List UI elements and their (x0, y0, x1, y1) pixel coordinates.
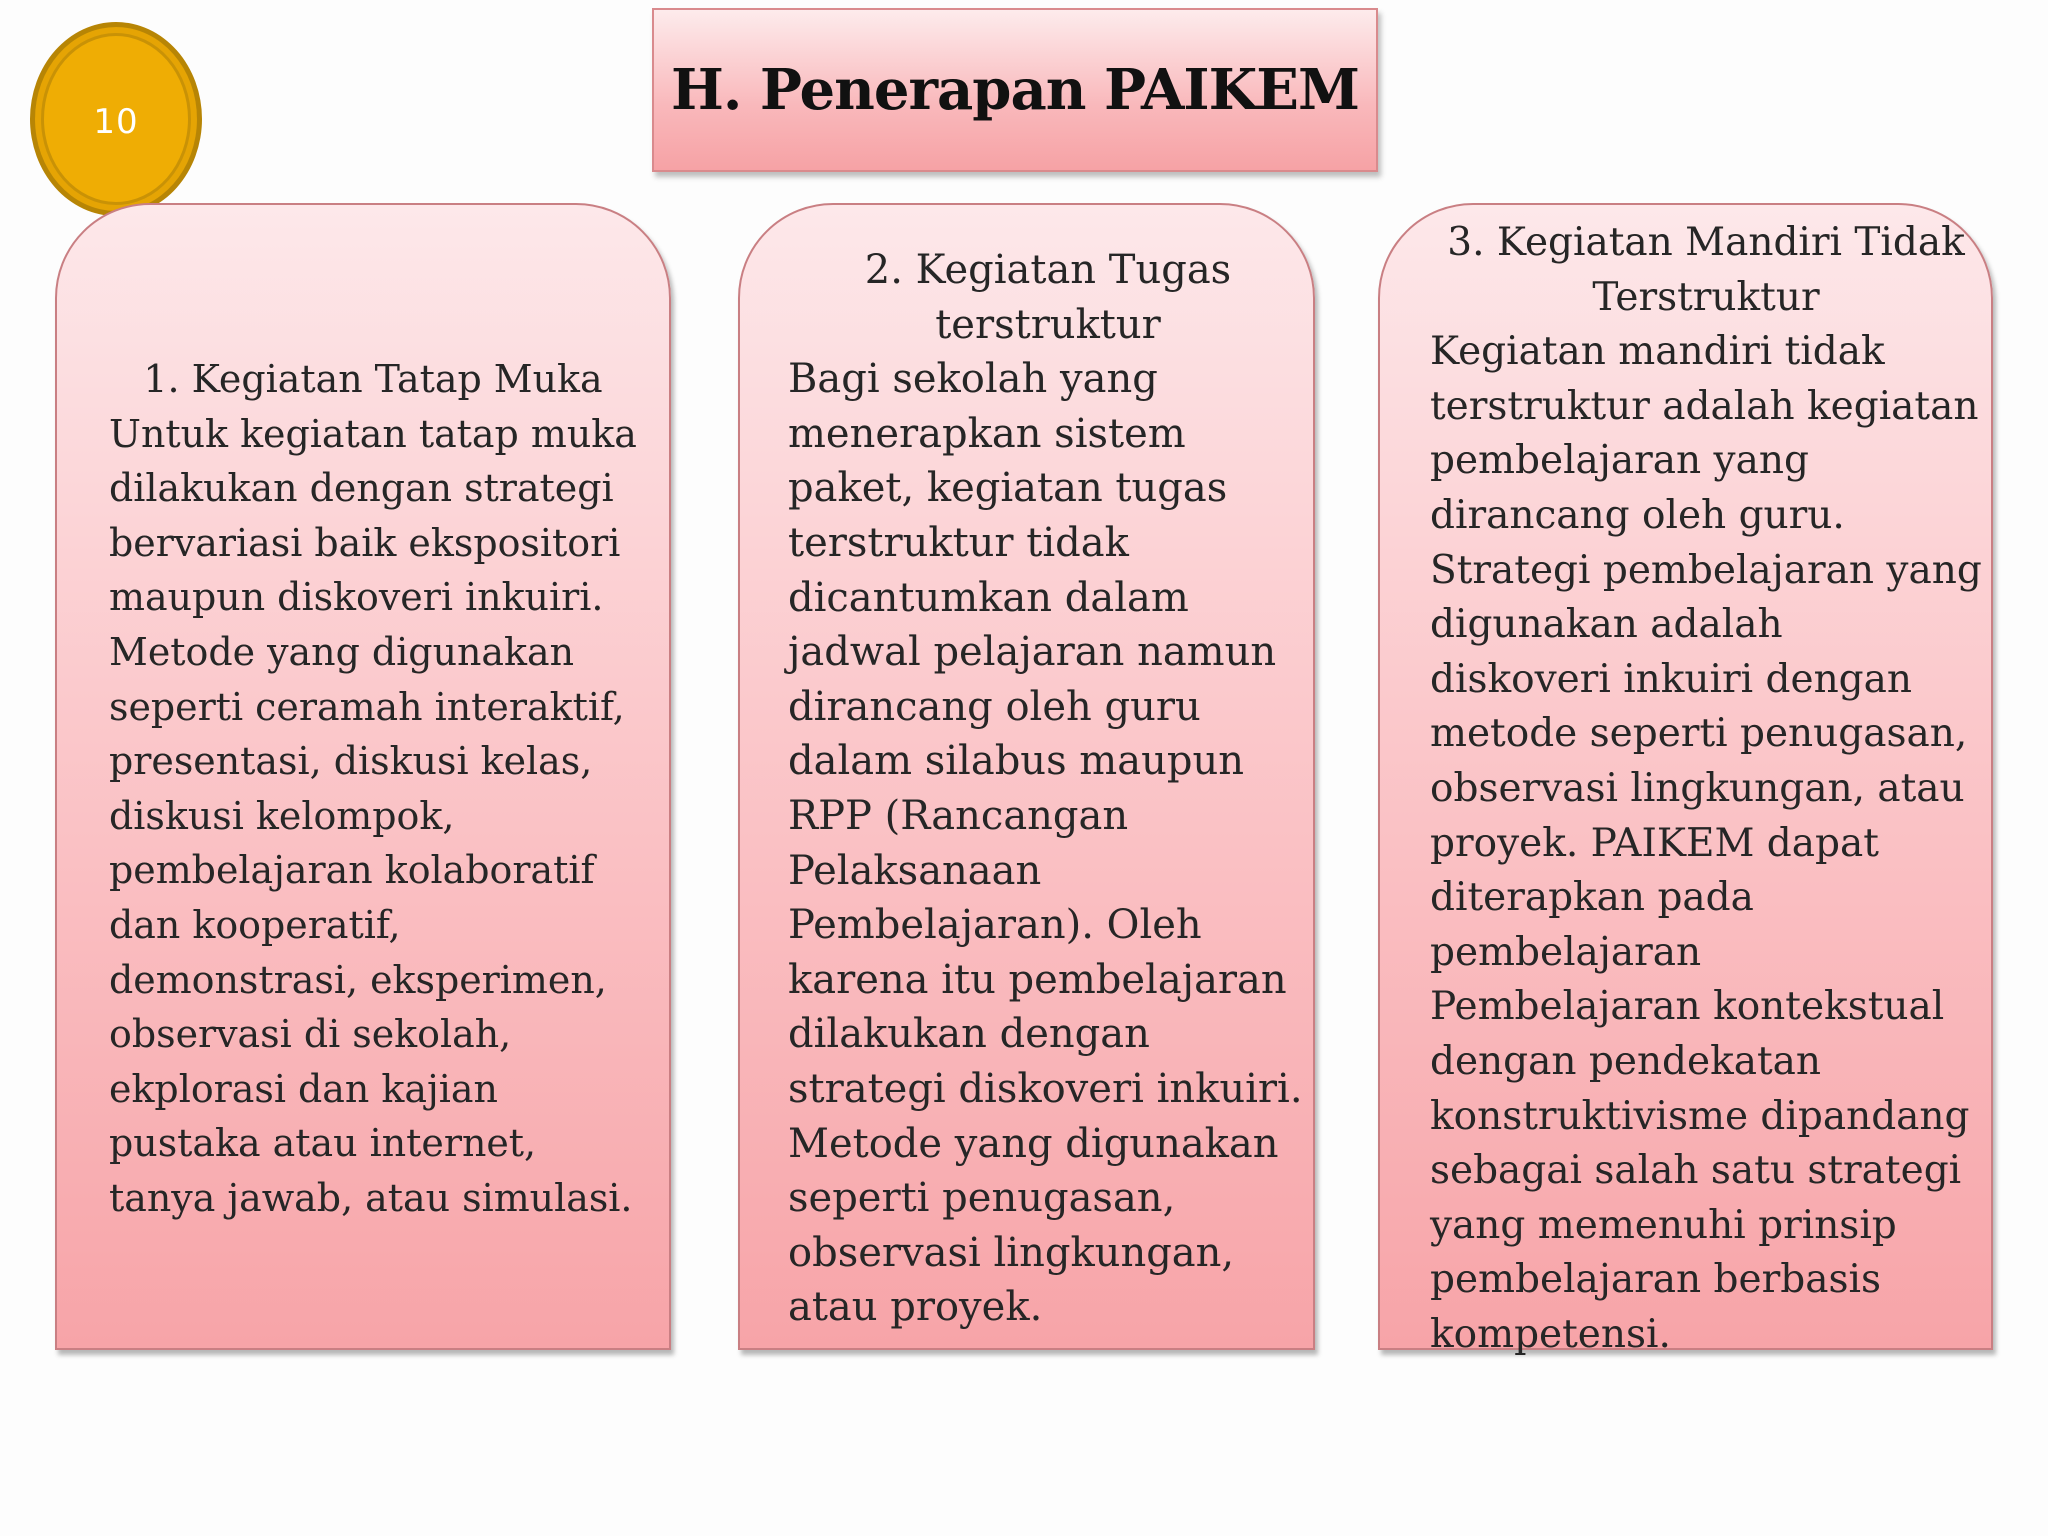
card-text (1430, 216, 1982, 1362)
card-body-line: karena itu pembelajaran (788, 956, 1287, 1003)
card-body-line: dilakukan dengan strategi (109, 466, 614, 511)
card-body-line: seperti penugasan, (788, 1175, 1176, 1222)
card-body-line: dalam silabus maupun (788, 738, 1244, 785)
card-text (788, 243, 1308, 1335)
card-body-line: digunakan adalah (1430, 602, 1783, 648)
card-body-line: menerapkan sistem (788, 410, 1186, 457)
card-body-line: dirancang oleh guru. (1430, 492, 1845, 538)
title-box (652, 8, 1378, 172)
card-body-line: diskoveri inkuiri dengan (1430, 656, 1913, 702)
card-body-line: Pelaksanaan (788, 847, 1042, 894)
card-body-line: Strategi pembelajaran yang (1430, 547, 1982, 593)
card-heading-line: 1. Kegiatan Tatap Muka (143, 357, 603, 401)
card-body-line: presentasi, diskusi kelas, (109, 739, 593, 784)
card-body-line: Kegiatan mandiri tidak (1430, 329, 1885, 375)
card-body-line: terstruktur tidak (788, 519, 1129, 566)
page-title: H. Penerapan PAIKEM (671, 57, 1359, 123)
card-body-line: seperti ceramah interaktif, (109, 684, 625, 729)
card-body-line: pembelajaran berbasis (1430, 1257, 1881, 1303)
card-body-line: konstruktivisme dipandang (1430, 1093, 1970, 1139)
card-text (109, 352, 637, 1226)
card-heading-line: terstruktur (935, 301, 1161, 348)
card-body-line: diskusi kelompok, (109, 793, 455, 838)
card-body-line: observasi di sekolah, (109, 1012, 512, 1057)
card-body-line: dengan pendekatan (1430, 1038, 1822, 1084)
card-body-line: maupun diskoveri inkuiri. (109, 575, 604, 620)
card-body-line: kompetensi. (1430, 1311, 1671, 1357)
card-body-line: observasi lingkungan, atau (1430, 765, 1965, 811)
card-body-line: diterapkan pada (1430, 875, 1754, 921)
card-body-line: Bagi sekolah yang (788, 356, 1158, 403)
card-body-line: proyek. PAIKEM dapat (1430, 820, 1879, 866)
card-body-line: pembelajaran yang (1430, 438, 1809, 484)
card-body-line: dilakukan dengan (788, 1011, 1150, 1058)
card-kegiatan-mandiri-tidak-terstruktur (1378, 203, 1993, 1357)
card-kegiatan-tugas-terstruktur (738, 203, 1315, 1350)
card-body-line: Pembelajaran). Oleh (788, 902, 1202, 949)
card-body-line: pembelajaran (1430, 929, 1702, 975)
card-heading-line: 3. Kegiatan Mandiri Tidak (1447, 220, 1965, 265)
card-body-line: atau proyek. (788, 1284, 1043, 1331)
card-body-line: terstruktur adalah kegiatan (1430, 383, 1979, 429)
card-body-line: pembelajaran kolaboratif (109, 848, 595, 893)
card-heading-line: Terstruktur (1592, 274, 1820, 320)
card-body-line: ekplorasi dan kajian (109, 1066, 498, 1111)
card-body-line: Metode yang digunakan (109, 629, 575, 674)
card-body-line: strategi diskoveri inkuiri. (788, 1065, 1303, 1112)
card-body-line: RPP (Rancangan (788, 792, 1129, 839)
card-body-line: bervariasi baik ekspositori (109, 520, 621, 565)
card-body-line: dan kooperatif, (109, 902, 401, 947)
card-body-line: sebagai salah satu strategi (1430, 1148, 1962, 1194)
slide-number: 10 (93, 102, 139, 142)
card-body-line: paket, kegiatan tugas (788, 465, 1228, 512)
card-body-line: yang memenuhi prinsip (1430, 1202, 1897, 1248)
card-body-line: dirancang oleh guru (788, 683, 1201, 730)
card-body-line: demonstrasi, eksperimen, (109, 957, 607, 1002)
slide-number-badge (30, 22, 202, 216)
card-body-line: Pembelajaran kontekstual (1430, 984, 1945, 1030)
card-body-line: jadwal pelajaran namun (788, 629, 1277, 676)
card-body-line: Untuk kegiatan tatap muka (109, 411, 637, 456)
card-body-line: pustaka atau internet, (109, 1121, 537, 1166)
card-body-line: metode seperti penugasan, (1430, 711, 1968, 757)
card-body-line: Metode yang digunakan (788, 1120, 1279, 1167)
card-kegiatan-tatap-muka (55, 203, 671, 1350)
card-body-line: dicantumkan dalam (788, 574, 1189, 621)
card-body-line: tanya jawab, atau simulasi. (109, 1175, 633, 1220)
card-heading-line: 2. Kegiatan Tugas (864, 247, 1232, 293)
card-body-line: observasi lingkungan, (788, 1229, 1235, 1276)
